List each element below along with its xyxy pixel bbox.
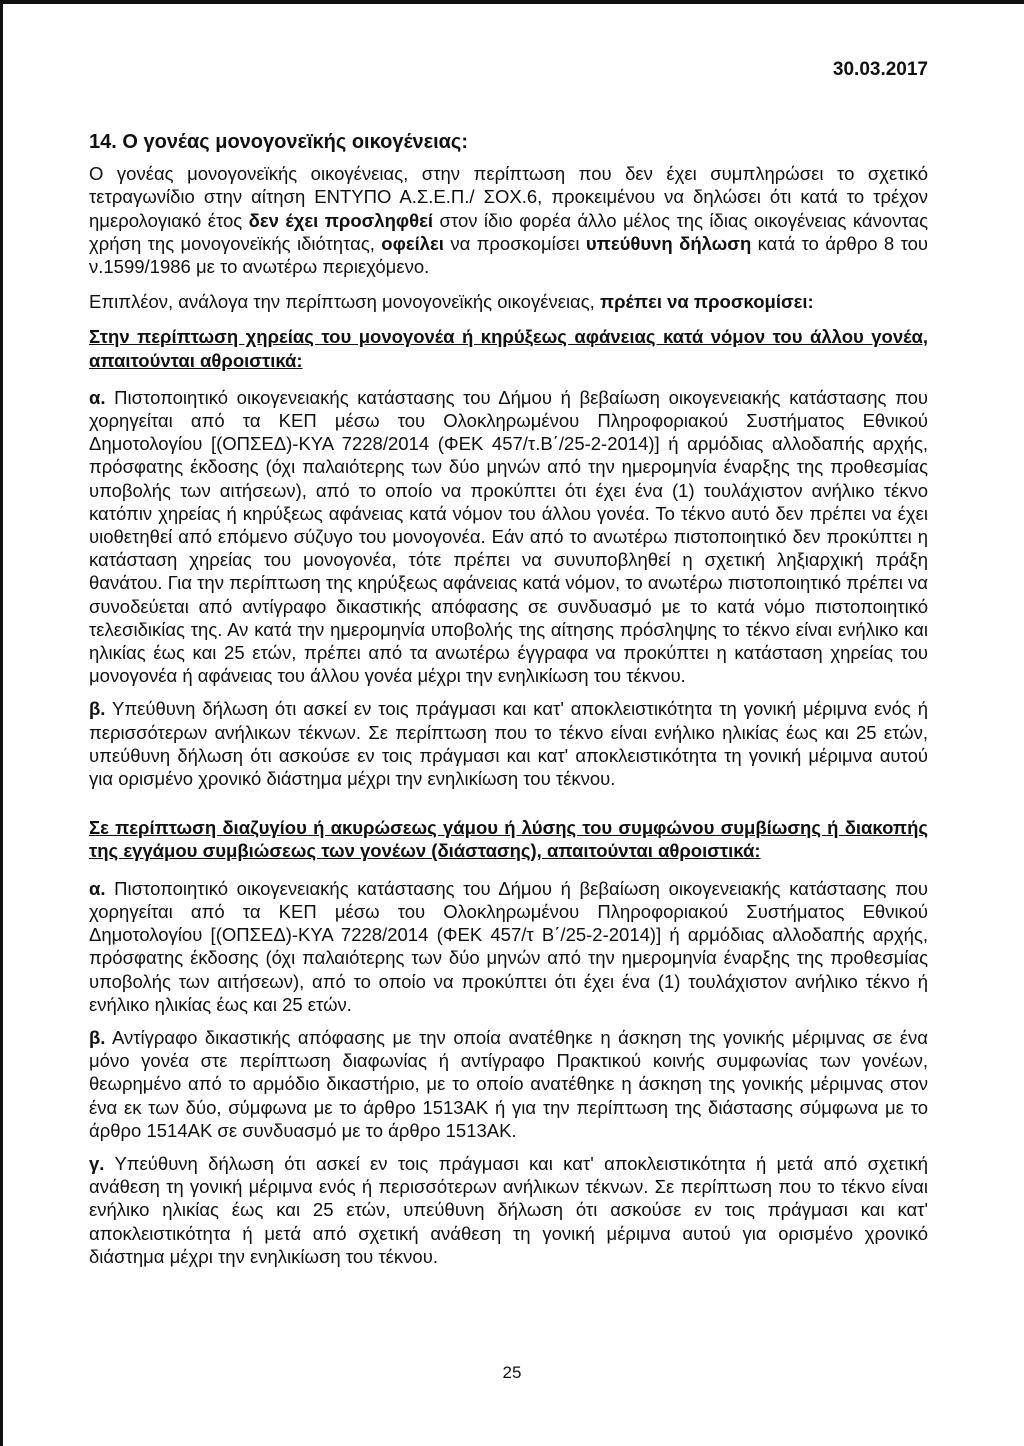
- item-marker: α.: [89, 386, 106, 408]
- widowhood-item-a: [89, 386, 928, 688]
- divorce-item-c: [89, 1152, 928, 1268]
- divorce-item-b: [89, 1026, 928, 1142]
- item-text: Αντίγραφο δικαστικής απόφασης με την οποία ανατέθηκε η άσκηση της γονικής μέριμνας σε ένα μόνο γονέα στε περίπτωση διαφωνίας ή αντίγραφο Πρακτικού κοινής συμφωνίας των γονέων, θεωρημένο από το αρμόδιο δικαστήριο, με το οποίο ανατέθηκε η άσκηση της γονικής μέριμνας στον ένα εκ των δύο, σύμφωνα με το άρθρο 1513ΑΚ ή για την περίπτωση της διάστασης σύμφωνα με το άρθρο 1514ΑΚ σε συνδυασμό με το άρθρο 1513ΑΚ.: [89, 1026, 928, 1141]
- scan-border-left: [0, 0, 3, 1446]
- item-marker: α.: [89, 877, 106, 899]
- section-14-title: 14. Ο γονέας μονογονεϊκής οικογένειας:: [89, 131, 468, 153]
- item-marker: β.: [89, 698, 106, 720]
- item-text: Πιστοποιητικό οικογενειακής κατάστασης του Δήμου ή βεβαίωση οικογενειακής κατάστασης που χορηγείται από τα ΚΕΠ μέσω του Ολοκληρωμένου Πληροφοριακού Συστήματος Εθνικού Δημοτολογίου [(ΟΠΣΕΔ)-ΚΥΑ 7228/2014 (ΦΕΚ 457/τ Β΄/25-2-2014)] ή αρμόδιας αλλοδαπής αρχής, πρόσφατης έκδοσης (όχι παλαιότερης των δύο μηνών από την ημερομηνία έναρξης της προθεσμίας υποβολής των αιτήσεων), από το οποίο να προκύπτει ότι έχει ένα (1) τουλάχιστον ανήλικο τέκνο ή ενήλικο ηλικίας έως και 25 ετών.: [89, 877, 928, 1015]
- document-body: [89, 131, 928, 1268]
- intro-text-1: Ο γονέας μονογονεϊκής οικογένειας, στην περίπτωση που δεν έχει συμπληρώσει το σχετικό τετραγωνίδιο στην αίτηση ΕΝΤΥΠΟ Α.Σ.Ε.Π./ ΣΟΧ.6, προκειμένου να δηλώσει ότι κατά το τρέχον ημερολογιακό έτος: [89, 163, 928, 231]
- divorce-item-a: [89, 877, 928, 1016]
- item-marker: β.: [89, 1026, 106, 1048]
- scan-border-top: [0, 0, 1024, 4]
- intro-bold-2: οφείλει: [381, 232, 444, 254]
- intro-text-4: κατά το άρθρο 8 του ν.1599/1986 με το ανωτέρω περιεχόμενο.: [89, 232, 929, 278]
- page-number: 25: [502, 1363, 522, 1382]
- section-14-intro: [89, 162, 928, 278]
- widowhood-heading: Στην περίπτωση χηρείας του μονογονέα ή κηρύξεως αφάνειας κατά νόμον του άλλου γονέα, απαιτούνται αθροιστικά:: [89, 326, 928, 371]
- item-text: Υπεύθυνη δήλωση ότι ασκεί εν τοις πράγμασι και κατ' αποκλειστικότητα ή μετά από σχετική ανάθεση τη γονική μέριμνα ενός ή περισσότερων ανήλικων τέκνων. Σε περίπτωση που το τέκνο είναι ενήλικο ηλικίας έως και 25 ετών, υπεύθυνη δήλωση ότι ασκούσε εν τοις πράγμασι και κατ' αποκλειστικότητα ή μετά από σχετική ανάθεση τη γονική μέριμνα αυτού για ορισμένο χρονικό διάστημα μέχρι την ενηλικίωση του τέκνου.: [89, 1152, 928, 1267]
- further-text: Επιπλέον, ανάλογα την περίπτωση μονογονεϊκής οικογένειας,: [89, 291, 600, 313]
- further-bold: πρέπει να προσκομίσει:: [599, 291, 814, 313]
- item-text: Πιστοποιητικό οικογενειακής κατάστασης του Δήμου ή βεβαίωση οικογενειακής κατάστασης που χορηγείται από τα ΚΕΠ μέσω του Ολοκληρωμένου Πληροφοριακού Συστήματος Εθνικού Δημοτολογίου [(ΟΠΣΕΔ)-ΚΥΑ 7228/2014 (ΦΕΚ 457/τ.Β΄/25-2-2014)] ή αρμόδιας αλλοδαπής αρχής, πρόσφατης έκδοσης (όχι παλαιότερης των δύο μηνών από την ημερομηνία έναρξης της προθεσμίας υποβολής των αιτήσεων), από το οποίο να προκύπτει ότι έχει ένα (1) τουλάχιστον ανήλικο τέκνο κατόπιν χηρείας ή κηρύξεως αφάνειας κατά νόμον του άλλου γονέα. Το τέκνο αυτό δεν πρέπει να έχει υιοθετηθεί από επόμενο σύζυγο του μονογονέα. Εάν από το ανωτέρω πιστοποιητικό δεν προκύπτει η κατάσταση χηρείας του μονογονέα, τότε πρέπει να συνυποβληθεί η σχετική ληξιαρχική πράξη θανάτου. Για την περίπτωση της κηρύξεως αφάνειας κατά νόμον, το ανωτέρω πιστοποιητικό πρέπει να συνοδεύεται από αντίγραφο δικαστικής απόφασης σε συνδυασμό με το κατά νόμο πιστοποιητικό τελεσιδικίας της. Αν κατά την ημερομηνία υποβολής της αίτησης πρόσληψης το τέκνο είναι ενήλικο και ηλικίας έως και 25 ετών, πρέπει από τα ανωτέρω έγγραφα να προκύπτει η κατάσταση χηρείας του μονογονέα ή αφάνειας του άλλου γονέα μέχρι την ενηλικίωση του τέκνου.: [89, 386, 928, 687]
- document-date: 30.03.2017: [832, 59, 928, 80]
- intro-bold-3: υπεύθυνη δήλωση: [585, 232, 752, 254]
- intro-text-3: να προσκομίσει: [443, 232, 586, 254]
- divorce-heading: Σε περίπτωση διαζυγίου ή ακυρώσεως γάμου ή λύσης του συμφώνου συμβίωσης ή διακοπής της εγγάμου συμβιώσεως των γονέων (διάστασης), απαιτούνται αθροιστικά:: [89, 817, 928, 862]
- item-marker: γ.: [89, 1152, 105, 1174]
- widowhood-item-b: [89, 697, 928, 790]
- intro-text-2: στον ίδιο φορέα άλλο μέλος της ίδιας οικογένειας κάνοντας χρήση της μονογονεϊκής ιδιότητας,: [89, 209, 929, 254]
- item-text: Υπεύθυνη δήλωση ότι ασκεί εν τοις πράγμασι και κατ' αποκλειστικότητα τη γονική μέριμνα ενός ή περισσότερων ανήλικων τέκνων. Σε περίπτωση που το τέκνο είναι ενήλικο ηλικίας έως και 25 ετών, υπεύθυνη δήλωση ότι ασκούσε εν τοις πράγμασι και κατ' αποκλειστικότητα τη γονική μέριμνα αυτού για ορισμένο χρονικό διάστημα μέχρι την ενηλικίωση του τέκνου.: [89, 698, 928, 790]
- intro-bold-1: δεν έχει προσληφθεί: [248, 209, 434, 231]
- further-requirements: [89, 290, 928, 313]
